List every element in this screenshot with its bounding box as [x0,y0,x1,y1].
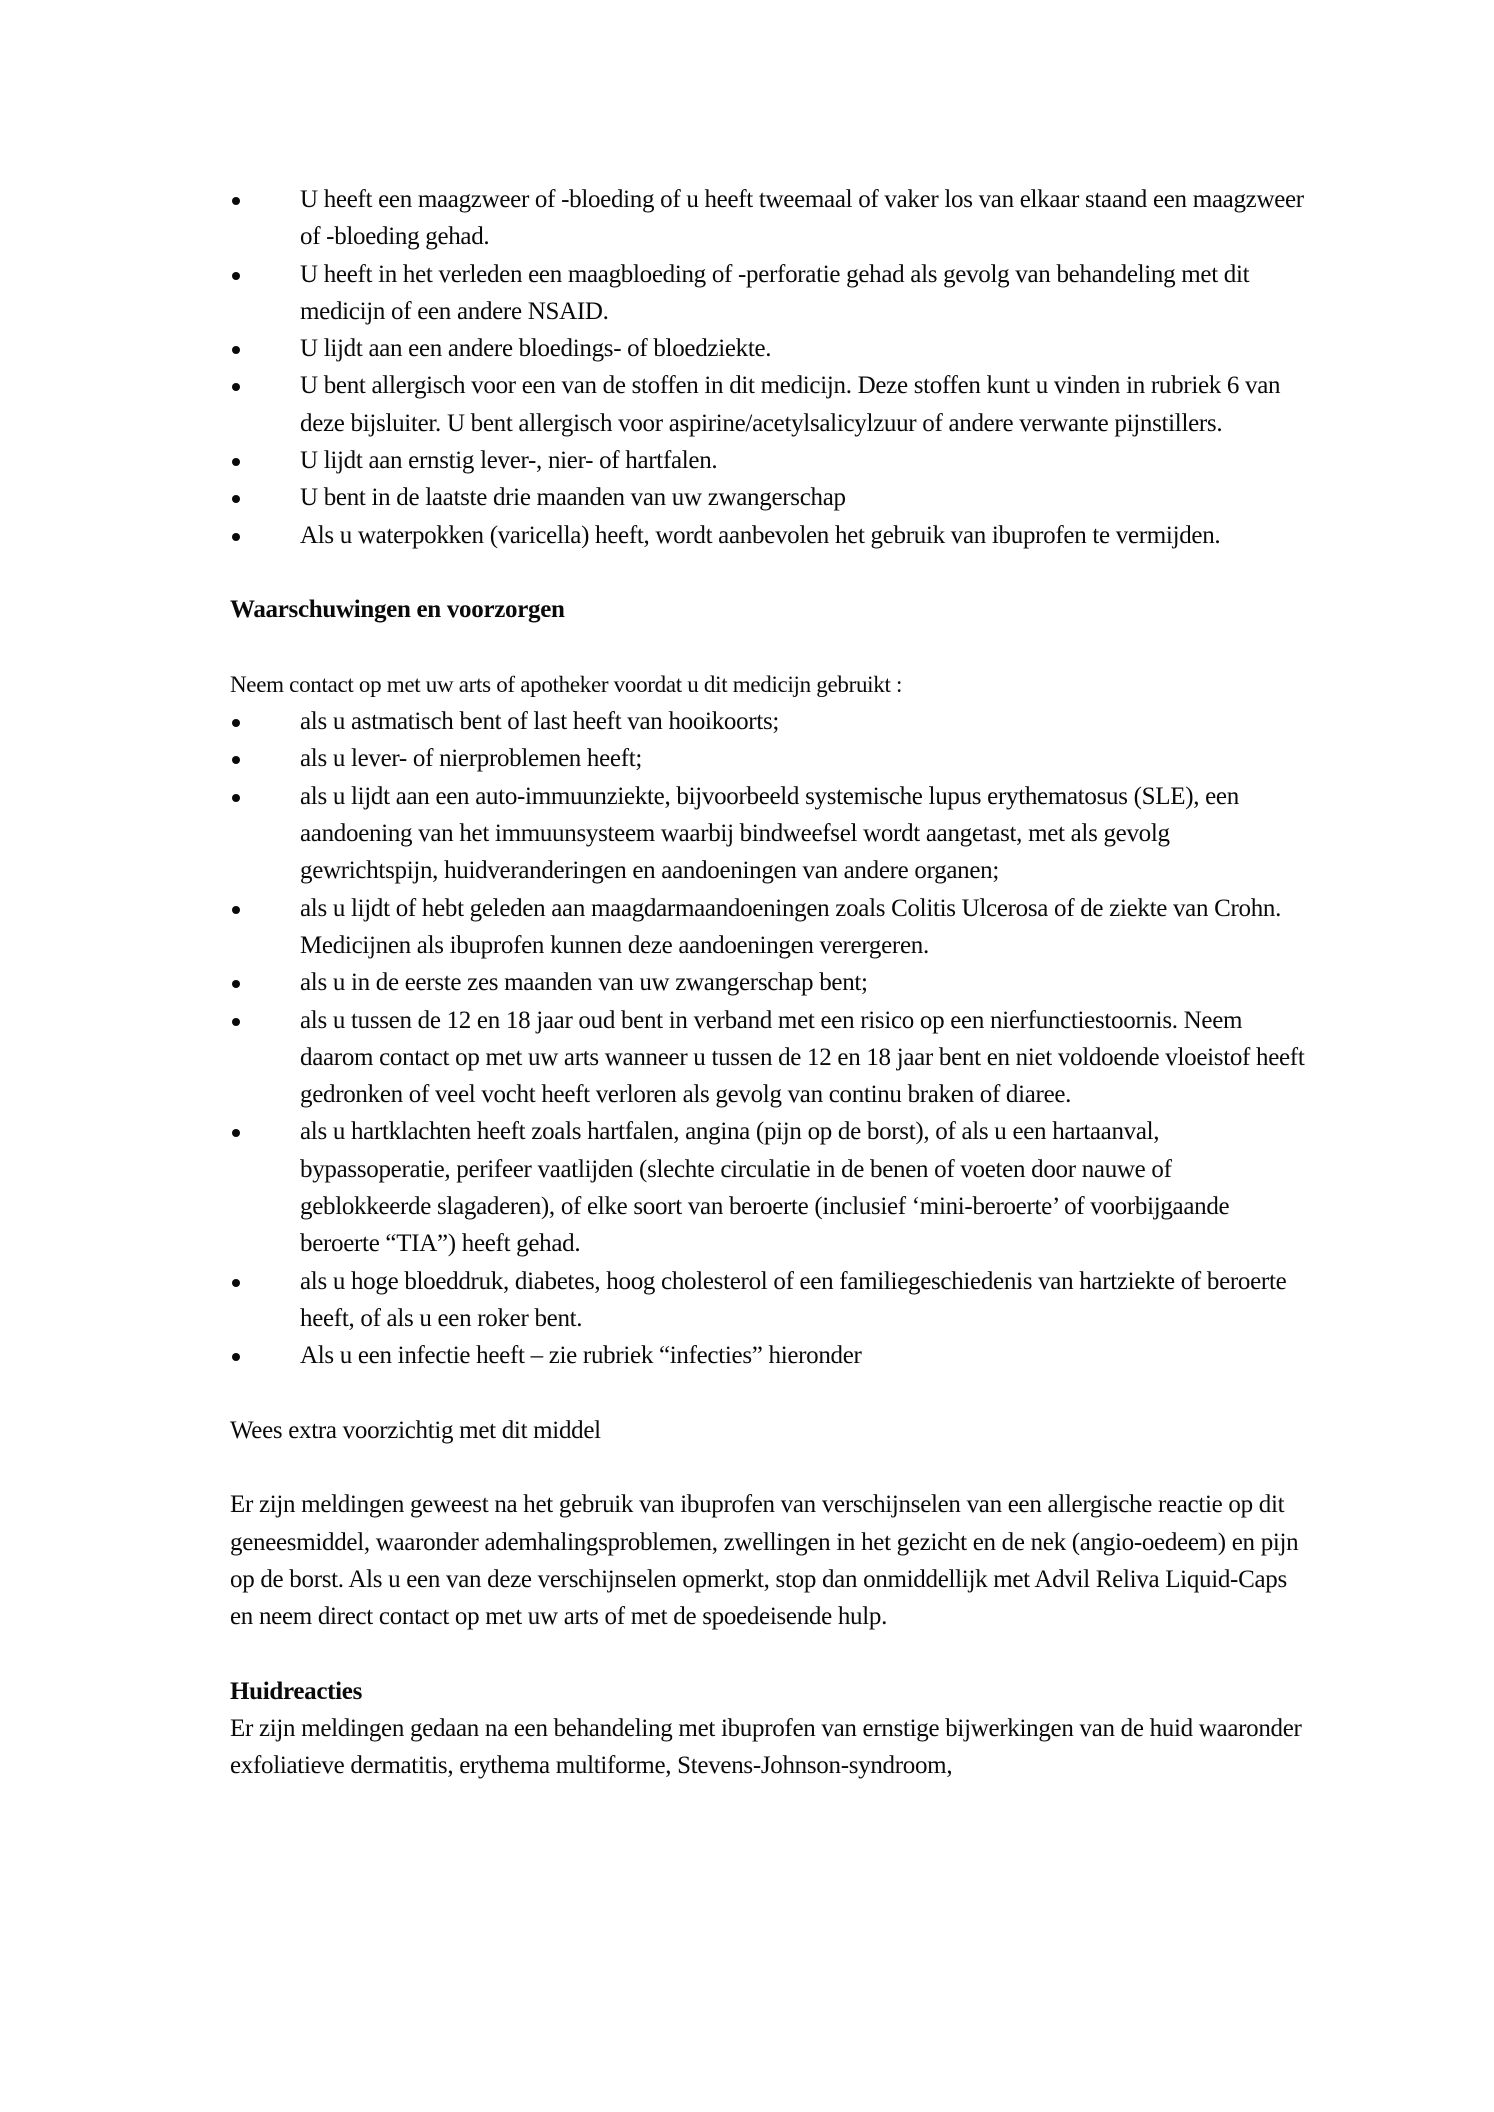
bullet-item: U lijdt aan een andere bloedings- of bloedziekte. [230,330,1310,367]
bullet-item: U bent allergisch voor een van de stoffen in dit medicijn. Deze stoffen kunt u vinden in rubriek 6 van deze bijsluiter. U bent allergisch voor aspirine/acetylsalicylzuur of andere verwante pijnstillers. [230,367,1310,442]
bullet-item: als u tussen de 12 en 18 jaar oud bent in verband met een risico op een nierfunctiestoornis. Neem daarom contact op met uw arts wanneer u tussen de 12 en 18 jaar bent en niet voldoende vloeistof heeft gedronken of veel vocht heeft verloren als gevolg van continu braken of diaree. [230,1002,1310,1114]
warnings-heading: Waarschuwingen en voorzorgen [230,596,565,624]
allergy-paragraph: Er zijn meldingen geweest na het gebruik van ibuprofen van verschijnselen van een allergische reactie op dit geneesmiddel, waaronder ademhalingsproblemen, zwellingen in het gezicht en de nek (angio-oedeem) en pijn op de borst. Als u een van deze verschijnselen opmerkt, stop dan onmiddellijk met Advil Reliva Liquid-Caps en neem direct contact op met uw arts of met de spoedeisende hulp. [230,1491,1299,1631]
contraindications-bullet-list [230,181,1310,554]
skin-reactions-heading: Huidreacties [230,1677,363,1705]
bullet-item: als u astmatisch bent of last heeft van hooikoorts; [230,703,1310,740]
bullet-item: Als u een infectie heeft – zie rubriek “infecties” hieronder [230,1337,1310,1374]
page-content [230,181,1310,1785]
bullet-item: als u hartklachten heeft zoals hartfalen, angina (pijn op de borst), of als u een hartaanval, bypassoperatie, perifeer vaatlijden (slechte circulatie in de benen of voeten door nauwe of geblokkeerde slagaderen), of elke soort van beroerte (inclusief ‘mini-beroerte’ of voorbijgaande beroerte “TIA”) heeft gehad. [230,1113,1310,1262]
bullet-item: U heeft in het verleden een maagbloeding of -perforatie gehad als gevolg van behandeling met dit medicijn of een andere NSAID. [230,256,1310,331]
bullet-item: U lijdt aan ernstig lever-, nier- of hartfalen. [230,442,1310,479]
bullet-item: U heeft een maagzweer of -bloeding of u heeft tweemaal of vaker los van elkaar staand een maagzweer of -bloeding gehad. [230,181,1310,256]
bullet-item: U bent in de laatste drie maanden van uw zwangerschap [230,479,1310,516]
bullet-item: als u in de eerste zes maanden van uw zwangerschap bent; [230,964,1310,1001]
warnings-intro: Neem contact op met uw arts of apotheker voordat u dit medicijn gebruikt : [230,671,903,697]
bullet-item: als u lever- of nierproblemen heeft; [230,740,1310,777]
caution-note: Wees extra voorzichtig met dit middel [230,1416,601,1444]
skin-reactions-paragraph: Er zijn meldingen gedaan na een behandeling met ibuprofen van ernstige bijwerkingen van de huid waaronder exfoliatieve dermatitis, erythema multiforme, Stevens-Johnson-syndroom, [230,1715,1302,1780]
bullet-item: Als u waterpokken (varicella) heeft, wordt aanbevolen het gebruik van ibuprofen te vermijden. [230,517,1310,554]
bullet-item: als u hoge bloeddruk, diabetes, hoog cholesterol of een familiegeschiedenis van hartziekte of beroerte heeft, of als u een roker bent. [230,1263,1310,1338]
bullet-item: als u lijdt of hebt geleden aan maagdarmaandoeningen zoals Colitis Ulcerosa of de ziekte van Crohn. Medicijnen als ibuprofen kunnen deze aandoeningen verergeren. [230,890,1310,965]
warnings-bullet-list [230,703,1310,1374]
bullet-item: als u lijdt aan een auto-immuunziekte, bijvoorbeeld systemische lupus erythematosus (SLE), een aandoening van het immuunsysteem waarbij bindweefsel wordt aangetast, met als gevolg gewrichtspijn, huidveranderingen en aandoeningen van andere organen; [230,778,1310,890]
